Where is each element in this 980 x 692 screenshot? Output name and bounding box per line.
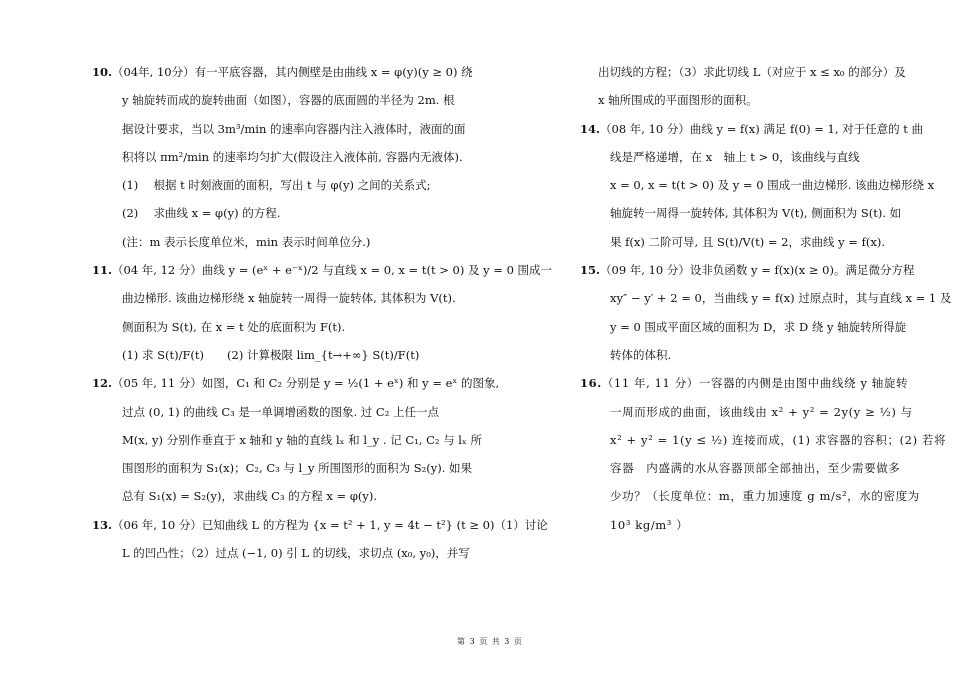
q15-line3: y = 0 围成平面区域的面积为 D，求 D 绕 y 轴旋转所得旋 bbox=[610, 319, 907, 334]
q10-line3: 据设计要求，当以 3m³/min 的速率向容器内注入液体时，液面的面 bbox=[122, 121, 466, 136]
q14-line5: 果 f(x) 二阶可导, 且 S(t)/V(t) = 2，求曲线 y = f(x). bbox=[610, 234, 885, 249]
q15-line2: xy″ − y′ + 2 = 0，当曲线 y = f(x) 过原点时，其与直线 x = 1 及 bbox=[610, 291, 952, 306]
q16-line6: 10³ kg/m³ ） bbox=[610, 517, 689, 532]
q12-line2: 过点 (0, 1) 的曲线 C₃ 是一单调增函数的图象. 过 C₂ 上任一点 bbox=[122, 404, 439, 419]
q13-line1: 13.（06 年, 10 分）已知曲线 L 的方程为 {x = t² + 1, y = 4t − t²} (t ≥ 0)（1）讨论 bbox=[92, 517, 548, 532]
q13-line2: L 的凹凸性；（2）过点 (−1, 0) 引 L 的切线，求切点 (x₀, y₀)，并写 bbox=[122, 546, 470, 561]
q10-line4: 积将以 πm²/min 的速率均匀扩大(假设注入液体前, 容器内无液体). bbox=[122, 149, 463, 164]
q10-line1: 10.（04年, 10分）有一平底容器，其内侧壁是由曲线 x = φ(y)(y ≥ 0) 绕 bbox=[92, 65, 473, 79]
q14-number: 14. bbox=[580, 121, 601, 136]
q16-line2: 一周而形成的曲面，该曲线由 x² + y² = 2y(y ≥ ½) 与 bbox=[610, 404, 913, 419]
q14-line1: 14.（08 年, 10 分）曲线 y = f(x) 满足 f(0) = 1, 对于任意的 t 曲 bbox=[580, 121, 924, 136]
q11-line3: 侧面积为 S(t), 在 x = t 处的底面积为 F(t). bbox=[122, 319, 346, 334]
q16-number: 16. bbox=[580, 376, 602, 391]
q16-line4: 容器 内盛满的水从容器顶部全部抽出，至少需要做多 bbox=[610, 461, 901, 476]
q11-line1: 11.（04 年, 12 分）曲线 y = (eˣ + e⁻ˣ)/2 与直线 x = 0, x = t(t > 0) 及 y = 0 围成一 bbox=[92, 263, 553, 278]
q11-items: (1) 求 S(t)/F(t) (2) 计算极限 lim_{t→+∞} S(t)/F(t) bbox=[122, 347, 420, 362]
q12-line3: M(x, y) 分别作垂直于 x 轴和 y 轴的直线 lₓ 和 l_y . 记 C₁, C₂ 与 lₓ 所 bbox=[122, 432, 483, 447]
q15-line1: 15.（09 年, 10 分）设非负函数 y = f(x)(x ≥ 0)。满足微分方程 bbox=[580, 263, 915, 278]
q16-line1: 16.（11 年, 11 分）一容器的内侧是由图中曲线绕 y 轴旋转 bbox=[580, 376, 909, 391]
q15-line4: 转体的体积. bbox=[610, 347, 672, 362]
q12-line1: 12.（05 年, 11 分）如图，C₁ 和 C₂ 分别是 y = ½(1 + eˣ) 和 y = eˣ 的图象, bbox=[92, 376, 500, 391]
q14-line2: 线是严格递增，在 x 轴上 t > 0，该曲线与直线 bbox=[610, 149, 860, 164]
q13-line4: x 轴所围成的平面图形的面积。 bbox=[598, 93, 758, 108]
q14-line3: x = 0, x = t(t > 0) 及 y = 0 围成一曲边梯形. 该曲边梯形绕 x bbox=[610, 178, 935, 193]
q16-line3: x² + y² = 1(y ≤ ½) 连接而成，(1) 求容器的容积；(2) 若将 bbox=[610, 432, 947, 447]
q10-note: (注：m 表示长度单位米，min 表示时间单位分.) bbox=[122, 234, 371, 249]
q16-block bbox=[580, 369, 947, 539]
q13-number: 13. bbox=[92, 517, 113, 532]
q10-number: 10. bbox=[92, 65, 113, 79]
q12-line5: 总有 S₁(x) = S₂(y)，求曲线 C₃ 的方程 x = φ(y). bbox=[122, 489, 377, 504]
left-column bbox=[92, 58, 553, 567]
page-footer: 第 3 页 共 3 页 bbox=[457, 637, 523, 646]
q10-line2: y 轴旋转而成的旋转曲面（如图），容器的底面圆的半径为 2m. 根 bbox=[122, 93, 455, 108]
q10-item1: (1) 根据 t 时刻液面的面积，写出 t 与 φ(y) 之间的关系式; bbox=[122, 178, 431, 193]
q11-line2: 曲边梯形. 该曲边梯形绕 x 轴旋转一周得一旋转体, 其体积为 V(t). bbox=[122, 291, 456, 306]
q11-number: 11. bbox=[92, 263, 113, 278]
q16-line5: 少功？（长度单位：m，重力加速度 g m/s²，水的密度为 bbox=[610, 489, 920, 504]
right-column bbox=[580, 58, 952, 539]
q12-number: 12. bbox=[92, 376, 113, 391]
q10-item2: (2) 求曲线 x = φ(y) 的方程. bbox=[122, 206, 281, 221]
q13-line3: 出切线的方程；（3）求此切线 L（对应于 x ≤ x₀ 的部分）及 bbox=[598, 65, 906, 79]
q12-line4: 围图形的面积为 S₁(x)；C₂, C₃ 与 l_y 所围图形的面积为 S₂(y). 如果 bbox=[122, 461, 473, 476]
q15-number: 15. bbox=[580, 263, 601, 278]
q14-line4: 轴旋转一周得一旋转体, 其体积为 V(t), 侧面积为 S(t). 如 bbox=[610, 206, 902, 221]
